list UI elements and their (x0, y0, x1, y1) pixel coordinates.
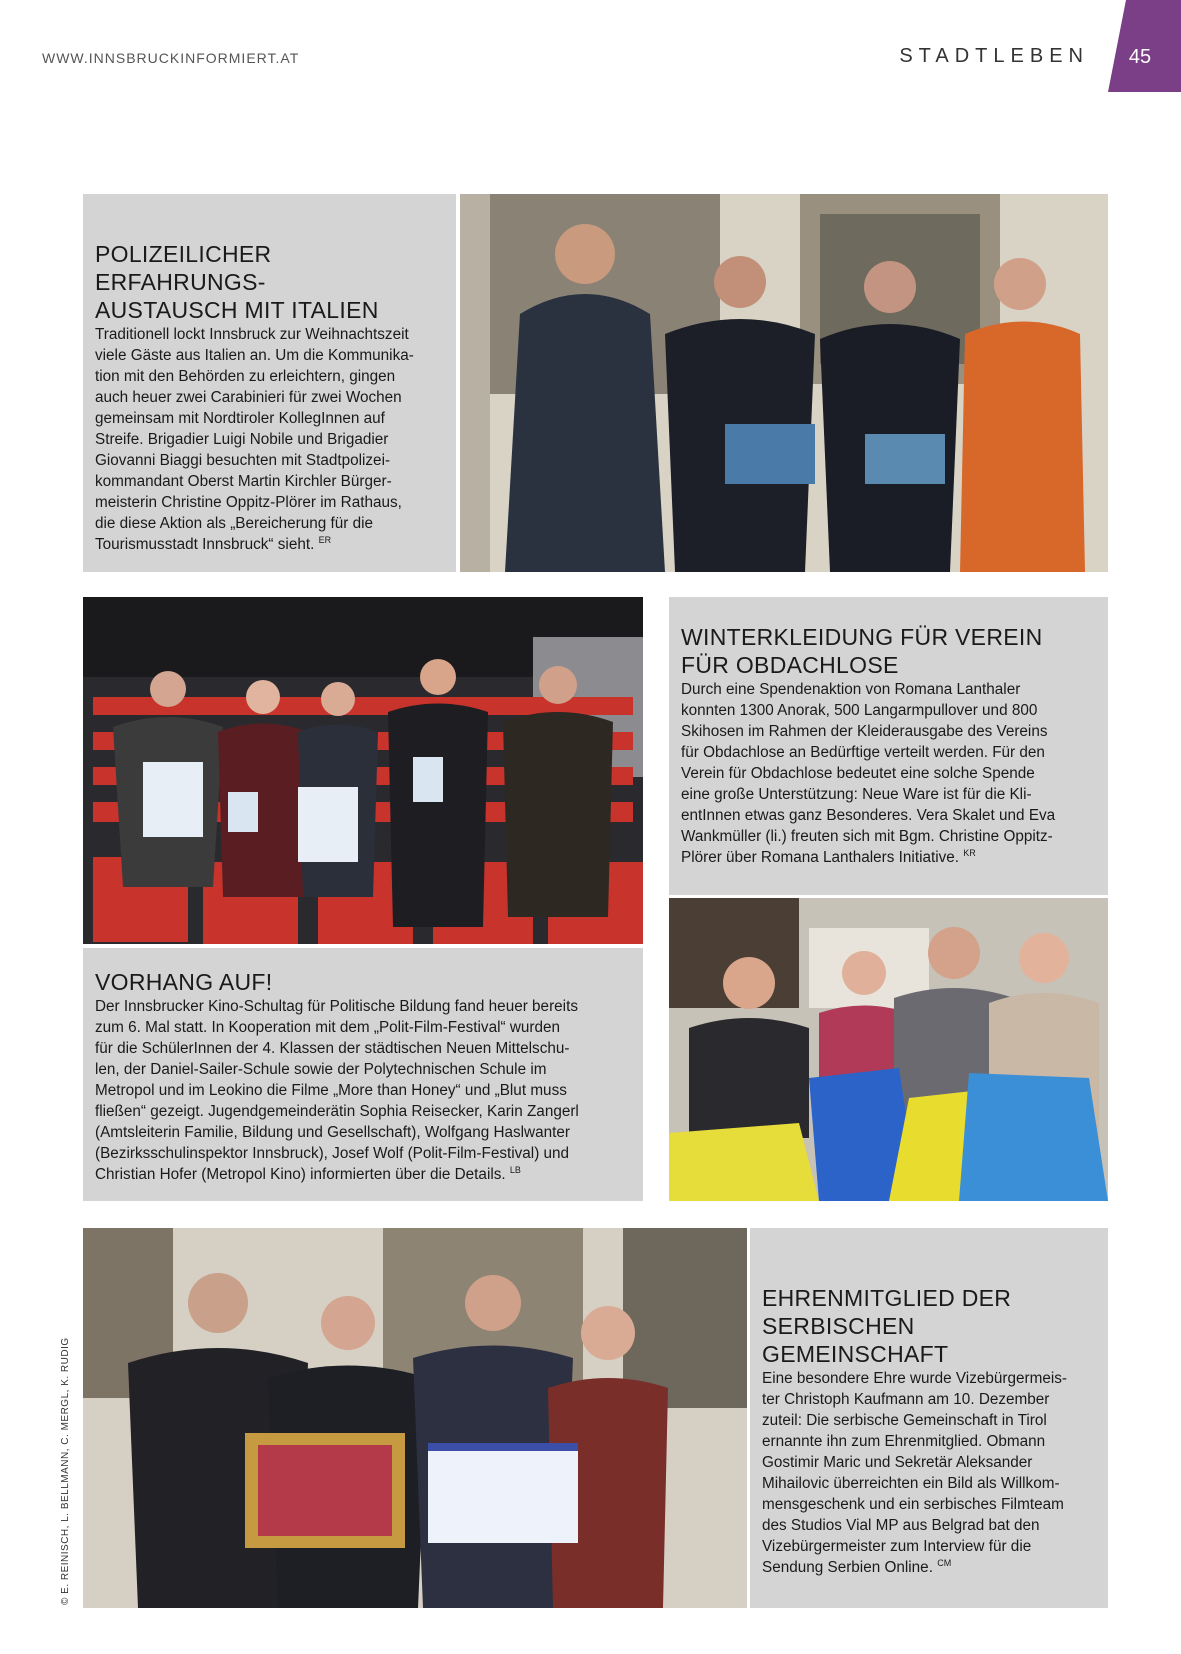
photo-cinema-group (83, 597, 643, 944)
article-honorary-member (750, 1228, 1108, 1608)
photo-police-officers (460, 194, 1108, 572)
author-initials: LB (509, 1164, 521, 1175)
article-title: VORHANG AUF! (95, 969, 273, 995)
article-body: Eine besondere Ehre wurde Vizebürgermeis- ter Christoph Kaufmann am 10. Dezember zuteil: Die serbische Gemeinschaft in Tirol ernannte ihn zum Ehrenmitglied. Obmann Gostimir Maric und Sekretär Aleksander Mihailovic überreichten ein Bild als Willkom- mensgeschenk und ein serbisches Filmteam des Studios Vial MP aus Belgrad bat den Vizebürgermeister zum Interview für die Sendung Serbien Online. $^{CM}$ (762, 1370, 1067, 1576)
photo-clothing-donation (669, 898, 1108, 1201)
author-initials: ER (318, 534, 332, 545)
article-body: Durch eine Spendenaktion von Romana Lanthaler konnten 1300 Anorak, 500 Langarmpullover und 800 Skihosen im Rahmen der Kleiderausgabe des Vereins für Obdachlose an Bedürftige verteilt werden. Für den Verein für Obdachlose bedeutet eine solche Spende eine große Unterstützung: Neue Ware ist für die Kli- entInnen etwas ganz Besonderes. Vera Skalet und Eva Wankmüller (li.) freuten sich mit Bgm. Christine Oppitz- Plörer über Romana Lanthalers Initiative. $^{KR}$ (681, 681, 1056, 866)
photo-credit: © E. REINISCH, L. BELLMANN, C. MERGL, K. RUDIG (60, 1337, 71, 1605)
article-title: POLIZEILICHER ERFAHRUNGS- AUSTAUSCH MIT ITALIEN (95, 241, 379, 323)
photo-serbian-community (83, 1228, 747, 1608)
article-title: WINTERKLEIDUNG FÜR VEREIN FÜR OBDACHLOSE (681, 624, 1043, 678)
article-body: Der Innsbrucker Kino-Schultag für Politische Bildung fand heuer bereits zum 6. Mal statt. In Kooperation mit dem „Polit-Film-Festival“ wurden für die SchülerInnen der 4. Klassen der städtischen Neuen Mittelschu- len, der Daniel-Sailer-Schule sowie der Polytechnischen Schule im Metropol und im Leokino die Filme „More than Honey“ und „Blut muss fließen“ gezeigt. Jugendgemeinderätin Sophia Reisecker, Karin Zangerl (Amtsleiterin Familie, Bildung und Gesellschaft), Wolfgang Haslwanter (Bezirksschulinspektor Innsbruck), Josef Wolf (Polit-Film-Festival) und Christian Hofer (Metropol Kino) informierten über die Details. $^{LB}$ (95, 998, 579, 1183)
author-initials: CM (937, 1557, 952, 1568)
article-body: Traditionell lockt Innsbruck zur Weihnachtszeit viele Gäste aus Italien an. Um die Kommunika- tion mit den Behörden zu erleichtern, gingen auch heuer zwei Carabinieri für zwei Wochen gemeinsam mit Nordtiroler KollegInnen auf Streife. Brigadier Luigi Nobile und Brigadier Giovanni Biaggi besuchten mit Stadtpolizei- kommandant Oberst Martin Kirchler Bürger- meisterin Christine Oppitz-Plörer im Rathaus, die diese Aktion als „Bereicherung für die Tourismusstadt Innsbruck“ sieht. $^{ER}$ (95, 326, 414, 553)
article-police-exchange (83, 194, 456, 572)
section-title: STADTLEBEN (899, 45, 1089, 67)
page-number: 45 (1128, 46, 1152, 68)
site-url: WWW.INNSBRUCKINFORMIERT.AT (42, 50, 300, 66)
article-curtain-up (83, 948, 643, 1201)
article-winter-clothing (669, 597, 1108, 895)
article-title: EHRENMITGLIED DER SERBISCHEN GEMEINSCHAFT (762, 1285, 1012, 1367)
author-initials: KR (963, 847, 976, 858)
